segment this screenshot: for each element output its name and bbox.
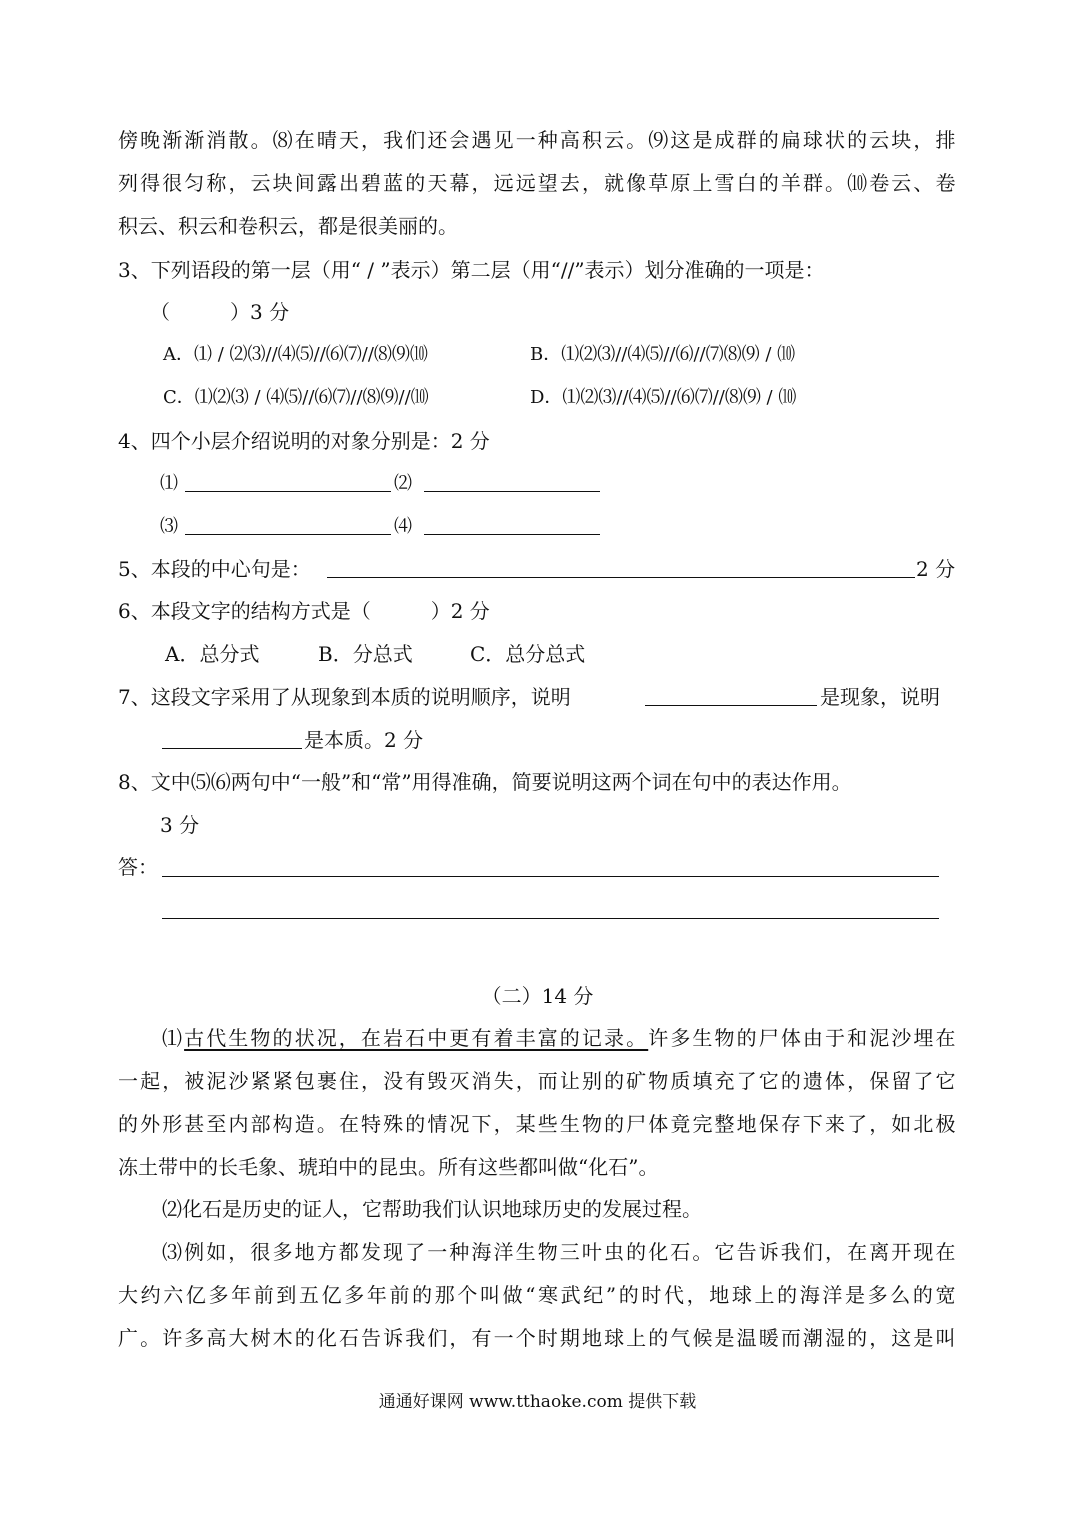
question-3-option-c: C．⑴⑵⑶ / ⑷⑸//⑹⑺//⑻⑼//⑽ — [163, 387, 429, 408]
question-8-answer-line-2[interactable] — [162, 918, 939, 919]
question-3-option-a: A．⑴ / ⑵⑶//⑷⑸//⑹⑺//⑻⑼⑽ — [163, 344, 428, 365]
passage-line-1: 傍晚渐渐消散。⑻在晴天，我们还会遇见一种高积云。⑼这是成群的扁球状的云块，排 — [118, 128, 956, 152]
question-5-stem: 5、本段的中心句是： — [118, 557, 311, 581]
page-footer: 通通好课网 www.tthaoke.com 提供下载 — [378, 1392, 697, 1412]
question-6-stem: 6、本段文字的结构方式是（ ）2 分 — [118, 599, 490, 623]
section-2-p1-line-3: 的外形甚至内部构造。在特殊的情况下，某些生物的尸体竟完整地保存下来了，如北极 — [118, 1112, 956, 1136]
question-7-blank-1[interactable] — [645, 705, 817, 706]
question-5-blank[interactable] — [327, 577, 915, 578]
section-2-p3-line-3: 广。许多高大树木的化石告诉我们，有一个时期地球上的气候是温暖而潮湿的，这是叫 — [118, 1326, 956, 1350]
section-2-p1-number: ⑴ — [162, 1026, 185, 1050]
question-6-option-c: C．总分总式 — [470, 642, 586, 666]
passage-line-2: 列得很匀称，云块间露出碧蓝的天幕，远远望去，就像草原上雪白的羊群。⑽卷云、卷 — [118, 171, 956, 195]
question-4-blank-2[interactable] — [424, 491, 600, 492]
question-8-answer-label: 答： — [118, 855, 158, 879]
section-2-p1-line-2: 一起，被泥沙紧紧包裹住，没有毁灭消失，而让别的矿物质填充了它的遗体，保留了它 — [118, 1069, 956, 1093]
question-4-blank-1[interactable] — [185, 491, 391, 492]
question-8-score: 3 分 — [160, 813, 200, 837]
question-4-label-1: ⑴ — [160, 473, 178, 494]
section-2-p1-underlined-sentence: 古代生物的状况，在岩石中更有着丰富的记录。 — [184, 1026, 649, 1050]
passage-line-3: 积云、积云和卷积云，都是很美丽的。 — [118, 214, 458, 238]
question-3-option-b: B．⑴⑵⑶//⑷⑸//⑹//⑺⑻⑼ / ⑽ — [530, 344, 796, 365]
question-7-blank-2[interactable] — [162, 748, 302, 749]
question-6-option-b: B．分总式 — [318, 642, 413, 666]
question-4-stem: 4、四个小层介绍说明的对象分别是：2 分 — [118, 429, 490, 453]
question-4-label-2: ⑵ — [394, 473, 412, 494]
section-2-p3-line-1: ⑶例如，很多地方都发现了一种海洋生物三叶虫的化石。它告诉我们，在离开现在 — [162, 1240, 956, 1264]
question-6-option-a: A．总分式 — [165, 642, 260, 666]
section-2-heading: （二）14 分 — [481, 984, 594, 1008]
question-5-score: 2 分 — [916, 557, 956, 581]
question-4-blank-3[interactable] — [185, 534, 391, 535]
question-8-answer-line-1[interactable] — [162, 876, 939, 877]
section-2-p2: ⑵化石是历史的证人，它帮助我们认识地球历史的发展过程。 — [162, 1197, 702, 1221]
question-3-stem: 3、下列语段的第一层（用“ / ”表示）第二层（用“//”表示）划分准确的一项是： — [118, 258, 825, 282]
section-2-p1-line-1 — [162, 1028, 956, 1048]
section-2-p3-line-2: 大约六亿多年前到五亿多年前的那个叫做“寒武纪”的时代，地球上的海洋是多么的宽 — [118, 1283, 956, 1307]
question-4-label-3: ⑶ — [160, 516, 178, 537]
section-2-p1-line-4: 冻土带中的长毛象、琥珀中的昆虫。所有这些都叫做“化石”。 — [118, 1155, 659, 1179]
question-8-stem: 8、文中⑸⑹两句中“一般”和“常”用得准确，简要说明这两个词在句中的表达作用。 — [118, 770, 852, 794]
question-4-label-4: ⑷ — [394, 516, 412, 537]
question-7-part-3: 是本质。2 分 — [304, 728, 424, 752]
question-7-part-1: 7、这段文字采用了从现象到本质的说明顺序，说明 — [118, 685, 571, 709]
question-7-part-2: 是现象，说明 — [820, 685, 940, 709]
question-3-score: （ ）3 分 — [150, 300, 290, 324]
question-4-blank-4[interactable] — [424, 534, 600, 535]
question-3-option-d: D．⑴⑵⑶//⑷⑸//⑹⑺//⑻⑼ / ⑽ — [530, 387, 797, 408]
section-2-p1-rest: 许多生物的尸体由于和泥沙埋在 — [648, 1026, 957, 1050]
